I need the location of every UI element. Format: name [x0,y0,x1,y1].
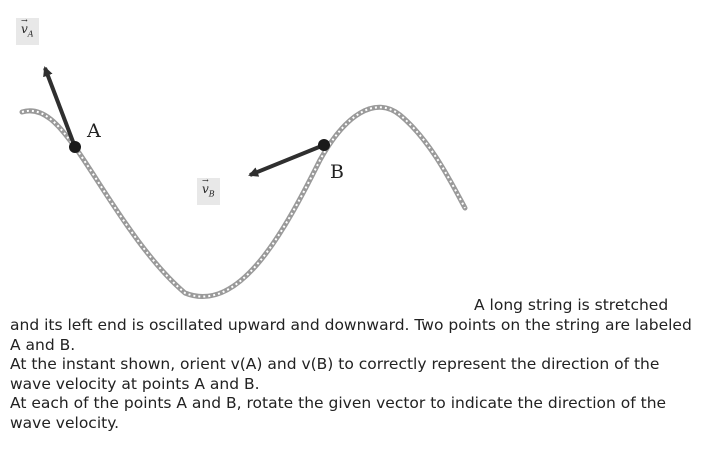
point-b [318,139,330,151]
instruction-paragraph [10,316,700,433]
point-a-label: A [87,120,101,142]
instruction-first-line: A long string is stretched [474,296,669,314]
vector-a-symbol: → v [21,23,28,35]
instruction-line: At the instant shown, orient v(A) and v(B) to correctly represent the direction of the wave velocity at points A and B. [10,355,660,393]
vector-a-subscript: A [27,29,34,39]
vector-a-arrow[interactable] [45,68,75,147]
point-a [69,141,81,153]
instruction-line: and its left end is oscillated upward and downward. Two points on the string are labeled A and B. [10,316,692,354]
vector-b-symbol: → v [202,183,209,195]
point-b-label: B [330,161,344,183]
instruction-line: At each of the points A and B, rotate the given vector to indicate the direction of the wave velocity. [10,394,667,432]
vector-b-subscript: B [208,189,215,199]
